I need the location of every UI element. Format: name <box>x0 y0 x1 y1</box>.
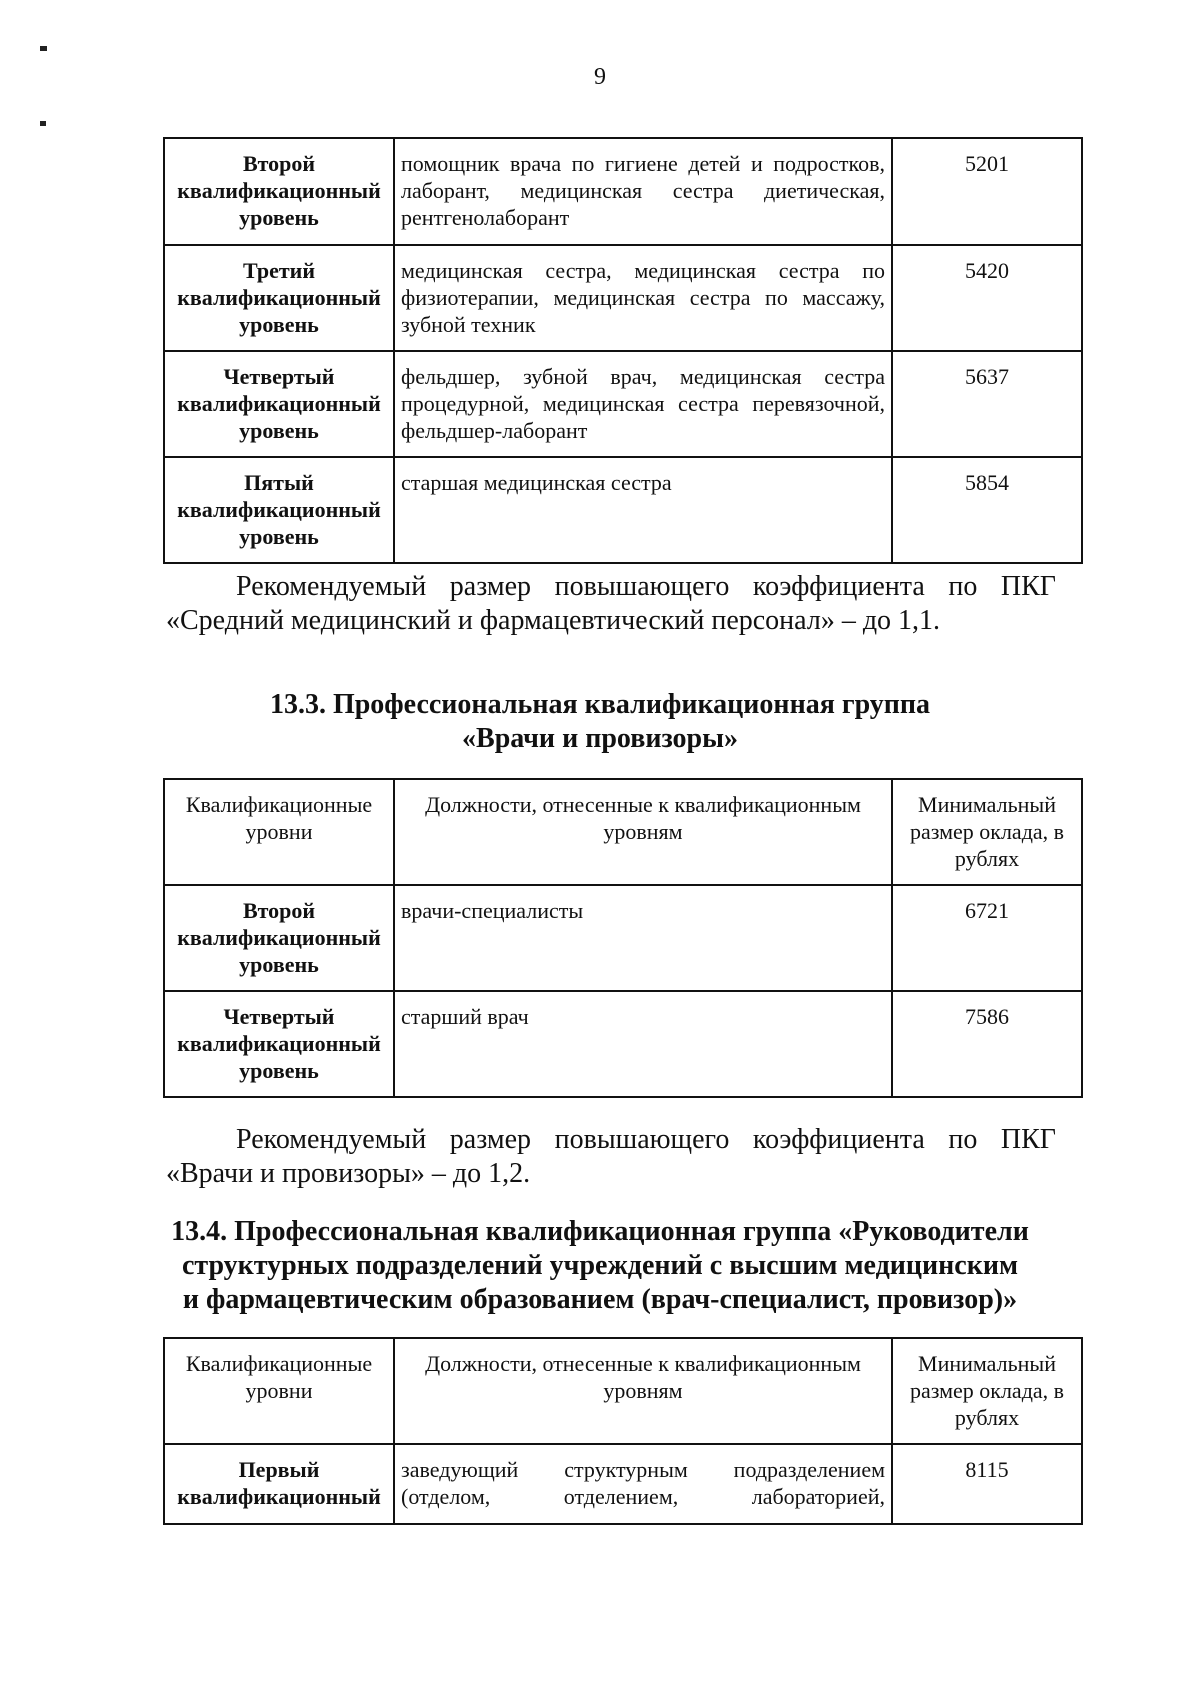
heading-line: и фармацевтическим образованием (врач-специалист, провизор)» <box>182 1284 1018 1315</box>
table-row <box>164 351 1082 457</box>
note-text: Рекомендуемый размер повышающего коэффициента по ПКГ «Средний медицинский и фармацевтический персонал» – до 1,1. <box>166 571 1056 636</box>
column-header-salary: Минимальный размер оклада, в рублях <box>892 779 1082 885</box>
table-row <box>164 457 1082 563</box>
qualification-level: Четвертый квалификационный уровень <box>164 991 394 1097</box>
page-number: 9 <box>594 64 606 90</box>
salary: 5201 <box>892 138 1082 245</box>
qualification-level: Второй квалификационный уровень <box>164 138 394 245</box>
table-doctors-pharmacists <box>163 778 1083 1098</box>
table-row <box>164 245 1082 351</box>
heading-line: структурных подразделений учреждений с высшим медицинским <box>181 1250 1019 1281</box>
recommended-coefficient-note <box>166 1123 1056 1191</box>
salary: 5854 <box>892 457 1082 563</box>
positions: старший врач <box>394 991 892 1097</box>
table-row <box>164 1444 1082 1524</box>
column-header-positions: Должности, отнесенные к квалификационным уровням <box>394 1338 892 1444</box>
table-secondary-medical-staff <box>163 137 1083 564</box>
column-header-levels: Квалификационные уровни <box>164 779 394 885</box>
section-heading-13-3 <box>140 688 1060 756</box>
positions: медицинская сестра, медицинская сестра по физиотерапии, медицинская сестра по массажу, зубной техник <box>394 245 892 351</box>
heading-line: 13.3. Профессиональная квалификационная группа <box>269 689 931 720</box>
scan-speck <box>40 46 47 51</box>
table-row <box>164 138 1082 245</box>
table-row <box>164 885 1082 991</box>
qualification-level: Четвертый квалификационный уровень <box>164 351 394 457</box>
heading-line: «Врачи и провизоры» <box>462 723 738 754</box>
column-header-salary: Минимальный размер оклада, в рублях <box>892 1338 1082 1444</box>
positions: помощник врача по гигиене детей и подростков, лаборант, медицинская сестра диетическая, рентгенолаборант <box>394 138 892 245</box>
note-text: Рекомендуемый размер повышающего коэффициента по ПКГ «Врачи и провизоры» – до 1,2. <box>166 1124 1056 1189</box>
salary: 5420 <box>892 245 1082 351</box>
column-header-levels: Квалификационные уровни <box>164 1338 394 1444</box>
table-header-row <box>164 779 1082 885</box>
qualification-level: Третий квалификационный уровень <box>164 245 394 351</box>
table-header-row <box>164 1338 1082 1444</box>
qualification-level: Пятый квалификационный уровень <box>164 457 394 563</box>
table-department-heads <box>163 1337 1083 1525</box>
positions: заведующий структурным подразделением (отделом, отделением, лабораторией, <box>394 1444 892 1524</box>
column-header-positions: Должности, отнесенные к квалификационным уровням <box>394 779 892 885</box>
positions: фельдшер, зубной врач, медицинская сестра процедурной, медицинская сестра перевязочной, фельдшер-лаборант <box>394 351 892 457</box>
qualification-level: Второй квалификационный уровень <box>164 885 394 991</box>
positions: врачи-специалисты <box>394 885 892 991</box>
heading-line: 13.4. Профессиональная квалификационная группа «Руководители <box>171 1216 1029 1247</box>
salary: 8115 <box>892 1444 1082 1524</box>
scan-speck <box>40 121 46 126</box>
qualification-level: Первый квалификационный <box>164 1444 394 1524</box>
section-heading-13-4 <box>140 1215 1060 1317</box>
recommended-coefficient-note <box>166 570 1056 638</box>
salary: 6721 <box>892 885 1082 991</box>
positions: старшая медицинская сестра <box>394 457 892 563</box>
table-row <box>164 991 1082 1097</box>
salary: 5637 <box>892 351 1082 457</box>
salary: 7586 <box>892 991 1082 1097</box>
